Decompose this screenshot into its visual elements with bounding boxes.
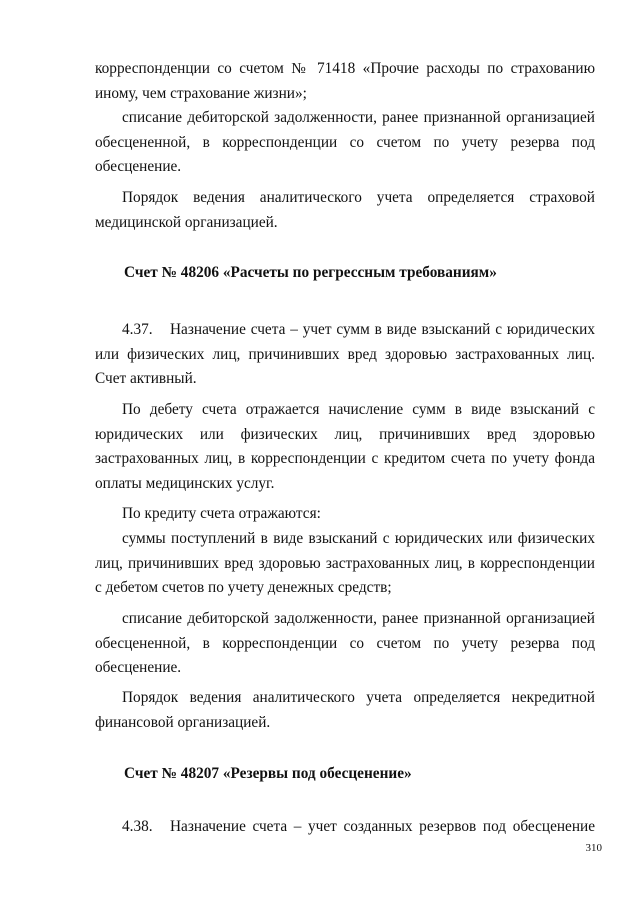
- paragraph-text: корреспонденции со счетом № 71418 «Прочие расходы по страхованию иному, чем страхование жизни»;: [95, 60, 595, 102]
- paragraph-text: По кредиту счета отражаются:: [122, 505, 321, 522]
- clause-number: 4.37.: [122, 321, 153, 338]
- paragraph-text: списание дебиторской задолженности, ранее признанной организацией обесцененной, в корреспонденции со счетом по учету резерва под обесценение.: [95, 610, 595, 677]
- section-heading: Счет № 48207 «Резервы под обесценение»: [124, 765, 412, 782]
- paragraph-text: Назначение счета – учет сумм в виде взысканий с юридических или физических лиц, причинивших вред здоровью застрахованных лиц. Счет активный.: [95, 321, 595, 388]
- paragraph-text: По дебету счета отражается начисление сумм в виде взысканий с юридических или физических лиц, причинивших вред здоровью застрахованных лиц, в корреспонденции с кредитом счета по учету фонда оплаты медицинских услуг.: [95, 401, 595, 492]
- paragraph: [95, 106, 595, 180]
- paragraph-continuation: [95, 57, 595, 106]
- numbered-paragraph: [95, 318, 595, 392]
- page-number: 310: [585, 842, 602, 854]
- paragraph: [95, 186, 595, 235]
- paragraph: [95, 527, 595, 601]
- paragraph-text: списание дебиторской задолженности, ранее признанной организацией обесцененной, в корреспонденции со счетом по учету резерва под обесценение.: [95, 109, 595, 176]
- clause-number: 4.38.: [122, 818, 153, 835]
- paragraph: [95, 607, 595, 681]
- numbered-paragraph: [95, 815, 595, 840]
- paragraph: [95, 502, 595, 527]
- paragraph: [95, 686, 595, 735]
- section-heading: Счет № 48206 «Расчеты по регрессным требованиям»: [124, 264, 497, 281]
- paragraph-text: Порядок ведения аналитического учета определяется страховой медицинской организацией.: [95, 189, 595, 231]
- paragraph: [95, 398, 595, 496]
- paragraph-text: Порядок ведения аналитического учета определяется некредитной финансовой организацией.: [95, 689, 595, 731]
- paragraph-text: Назначение счета – учет созданных резервов под обесценение: [170, 818, 595, 835]
- paragraph-text: суммы поступлений в виде взысканий с юридических или физических лиц, причинивших вред здоровью застрахованных лиц, в корреспонденции с дебетом счетов по учету денежных средств;: [95, 530, 595, 597]
